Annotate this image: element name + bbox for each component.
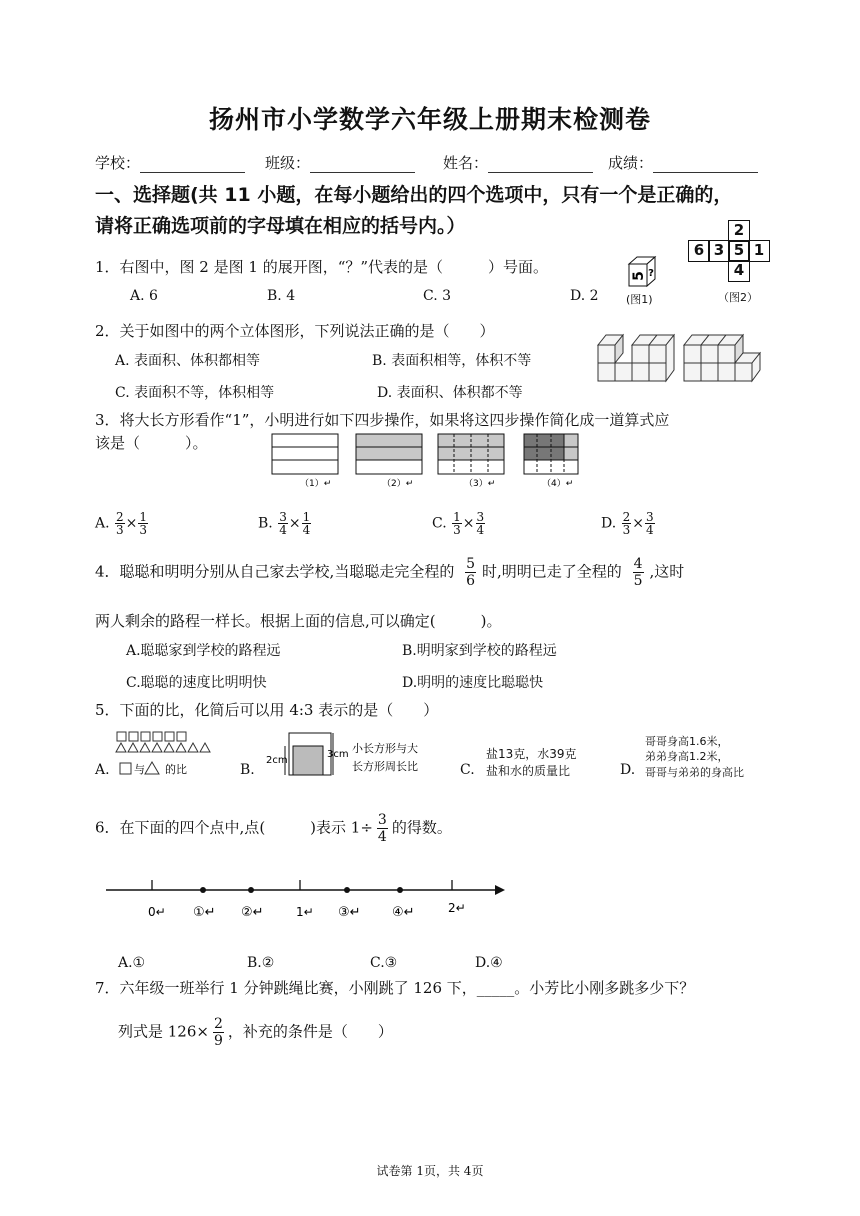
name-field[interactable]: [443, 152, 593, 173]
fraction: $\frac{2}{9}$: [213, 1016, 223, 1049]
axis-label-circle3: ③↵: [338, 905, 361, 920]
fraction: $\frac{5}{6}$: [466, 556, 476, 589]
axis-label-2: 2↵: [448, 901, 466, 915]
point-2: [248, 887, 254, 893]
q3-option-c[interactable]: C. $\frac{1}{3}$ × $\frac{3}{4}$: [432, 510, 485, 537]
q1-option-b[interactable]: B. 4: [267, 288, 296, 304]
q4-option-b[interactable]: B.明明家到学校的路程远: [402, 643, 557, 659]
q5-option-b[interactable]: B.: [240, 762, 255, 778]
q6-option-b[interactable]: B.②: [247, 955, 275, 971]
class-field[interactable]: [265, 152, 415, 173]
q5-d-text-1: 哥哥身高1.6米，: [645, 735, 729, 748]
q5-b-rect-figure: [265, 730, 440, 780]
fraction: $\frac{2}{3}$: [116, 510, 124, 537]
axis-label-1: 1↵: [296, 905, 314, 919]
fraction: $\frac{3}{4}$: [646, 510, 654, 537]
net-face-bottom: 4: [733, 261, 745, 279]
q7-stem: 7．六年级一班举行 1 分钟跳绳比赛，小刚跳了 126 下，_____。小芳比小刚多跳多少下？: [95, 979, 695, 997]
q4-option-a[interactable]: A.聪聪家到学校的路程远: [126, 643, 281, 659]
q4-stem-line1: 4．聪聪和明明分别从自己家去学校,当聪聪走完全程的 $\frac{5}{6}$ 时,明明已走了全程的 $\frac{4}{5}$ ,这时: [95, 556, 685, 589]
q1-option-d[interactable]: D. 2: [570, 288, 599, 304]
fraction: $\frac{4}{5}$: [633, 556, 643, 589]
score-field[interactable]: [608, 152, 758, 173]
net-face-2: 3: [713, 241, 725, 259]
q4-option-d[interactable]: D.明明的速度比聪聪快: [402, 675, 544, 691]
q2-option-a[interactable]: A. 表面积、体积都相等: [115, 353, 261, 369]
page-title: 扬州市小学数学六年级上册期末检测卷: [208, 105, 651, 134]
q2-option-d[interactable]: D. 表面积、体积都不等: [377, 385, 523, 401]
axis-label-circle2: ②↵: [241, 905, 264, 920]
q3-rectangles-figure: [270, 432, 580, 492]
name-label: 姓名：: [443, 154, 489, 172]
q5-b-text-1: 小长方形与大: [352, 742, 418, 755]
fraction: $\frac{1}{4}$: [302, 510, 311, 537]
axis-label-circle4: ④↵: [392, 905, 415, 920]
q5-option-a[interactable]: A.: [95, 762, 110, 778]
cube-question-mark: ?: [648, 268, 654, 279]
q6-stem: 6．在下面的四个点中,点( )表示 1÷ $\frac{3}{4}$ 的得数。: [95, 812, 452, 845]
q3-stem-line1: 3．将大长方形看作“1”，小明进行如下四步操作，如果将这四步操作简化成一道算式应: [95, 411, 670, 429]
q6-option-d[interactable]: D.④: [475, 955, 503, 971]
q5-a-text-2: 的比: [165, 763, 187, 776]
q7-line2: 列式是 126× $\frac{2}{9}$ ，补充的条件是（ ）: [118, 1016, 393, 1049]
q3-label-1: （1）↵: [300, 479, 332, 489]
section-heading-line2: 请将正确选项前的字母填在相应的括号内。）: [95, 215, 466, 237]
q2-stem: 2．关于如图中的两个立体图形，下列说法正确的是（ ）: [95, 322, 495, 340]
point-3: [344, 887, 350, 893]
q3-option-d[interactable]: D. $\frac{2}{3}$ × $\frac{3}{4}$: [601, 510, 654, 537]
q1-stem: 1．右图中，图 2 是图 1 的展开图，“？”代表的是（ ）号面。: [95, 258, 549, 276]
fraction: $\frac{1}{3}$: [139, 510, 148, 537]
q2-solids-figure: [596, 330, 771, 385]
q3-label-2: （2）↵: [382, 479, 414, 489]
q3-stem-line2: 该是（ ）。: [95, 434, 208, 452]
net-face-top: 2: [733, 221, 745, 239]
school-field[interactable]: [95, 152, 245, 173]
axis-label-0: 0↵: [148, 905, 166, 919]
q5-b-dim-3cm: 3cm: [327, 749, 349, 760]
class-label: 班级：: [265, 154, 311, 172]
net-face-1: 6: [693, 241, 705, 259]
q4-option-c[interactable]: C.聪聪的速度比明明快: [126, 675, 267, 691]
q5-option-c[interactable]: C.: [460, 762, 475, 778]
q1-option-c[interactable]: C. 3: [423, 288, 452, 304]
fig2-label: （图2）: [718, 291, 758, 304]
fraction: $\frac{1}{3}$: [453, 510, 461, 537]
q5-b-text-2: 长方形周长比: [352, 760, 418, 773]
q6-option-c[interactable]: C.③: [370, 955, 398, 971]
school-label: 学校：: [95, 154, 141, 172]
page-footer: 试卷第 1页，共 4页: [376, 1164, 484, 1178]
q5-stem: 5．下面的比，化简后可以用 4:3 表示的是（ ）: [95, 701, 439, 719]
q6-option-a[interactable]: A.①: [118, 955, 146, 971]
cube-digit: 5: [631, 271, 647, 281]
q2-option-b[interactable]: B. 表面积相等，体积不等: [372, 353, 532, 369]
q5-option-d[interactable]: D.: [620, 762, 636, 778]
score-label: 成绩：: [608, 154, 654, 172]
point-1: [200, 887, 206, 893]
q6-number-line: [100, 870, 520, 925]
fraction: $\frac{2}{3}$: [622, 510, 631, 537]
q3-label-4: （4）↵: [542, 479, 574, 489]
fraction: $\frac{3}{4}$: [377, 812, 387, 845]
q5-c-text-2: 盐和水的质量比: [486, 764, 571, 778]
net-face-4: 1: [753, 241, 765, 259]
point-4: [397, 887, 403, 893]
q5-b-dim-2cm: 2cm: [266, 755, 288, 766]
fig1-label: (图1): [626, 293, 653, 306]
q1-option-a[interactable]: A. 6: [130, 288, 158, 304]
section-heading-line1: 一、选择题(共 11 小题，在每小题给出的四个选项中，只有一个是正确的，: [95, 184, 733, 206]
axis-label-circle1: ①↵: [193, 905, 216, 920]
q5-a-text-1: 与: [134, 763, 145, 776]
fraction: $\frac{3}{4}$: [476, 510, 485, 537]
q5-d-text-2: 弟弟身高1.2米，: [645, 750, 729, 763]
q5-c-text-1: 盐13克，水39克: [486, 747, 577, 761]
q5-d-text-3: 哥哥与弟弟的身高比: [645, 766, 744, 779]
q4-stem-line2: 两人剩余的路程一样长。根据上面的信息,可以确定( )。: [95, 612, 502, 630]
q3-option-b[interactable]: B. $\frac{3}{4}$ × $\frac{1}{4}$: [258, 510, 311, 537]
q3-option-a[interactable]: A. $\frac{2}{3}$ × $\frac{1}{3}$: [95, 510, 148, 537]
q1-cube-figure: [626, 254, 660, 290]
net-face-3: 5: [733, 241, 745, 259]
q5-a-shapes-figure: [115, 730, 227, 780]
q2-option-c[interactable]: C. 表面积不等，体积相等: [115, 385, 275, 401]
fraction: $\frac{3}{4}$: [279, 510, 287, 537]
q3-label-3: （3）↵: [464, 479, 496, 489]
